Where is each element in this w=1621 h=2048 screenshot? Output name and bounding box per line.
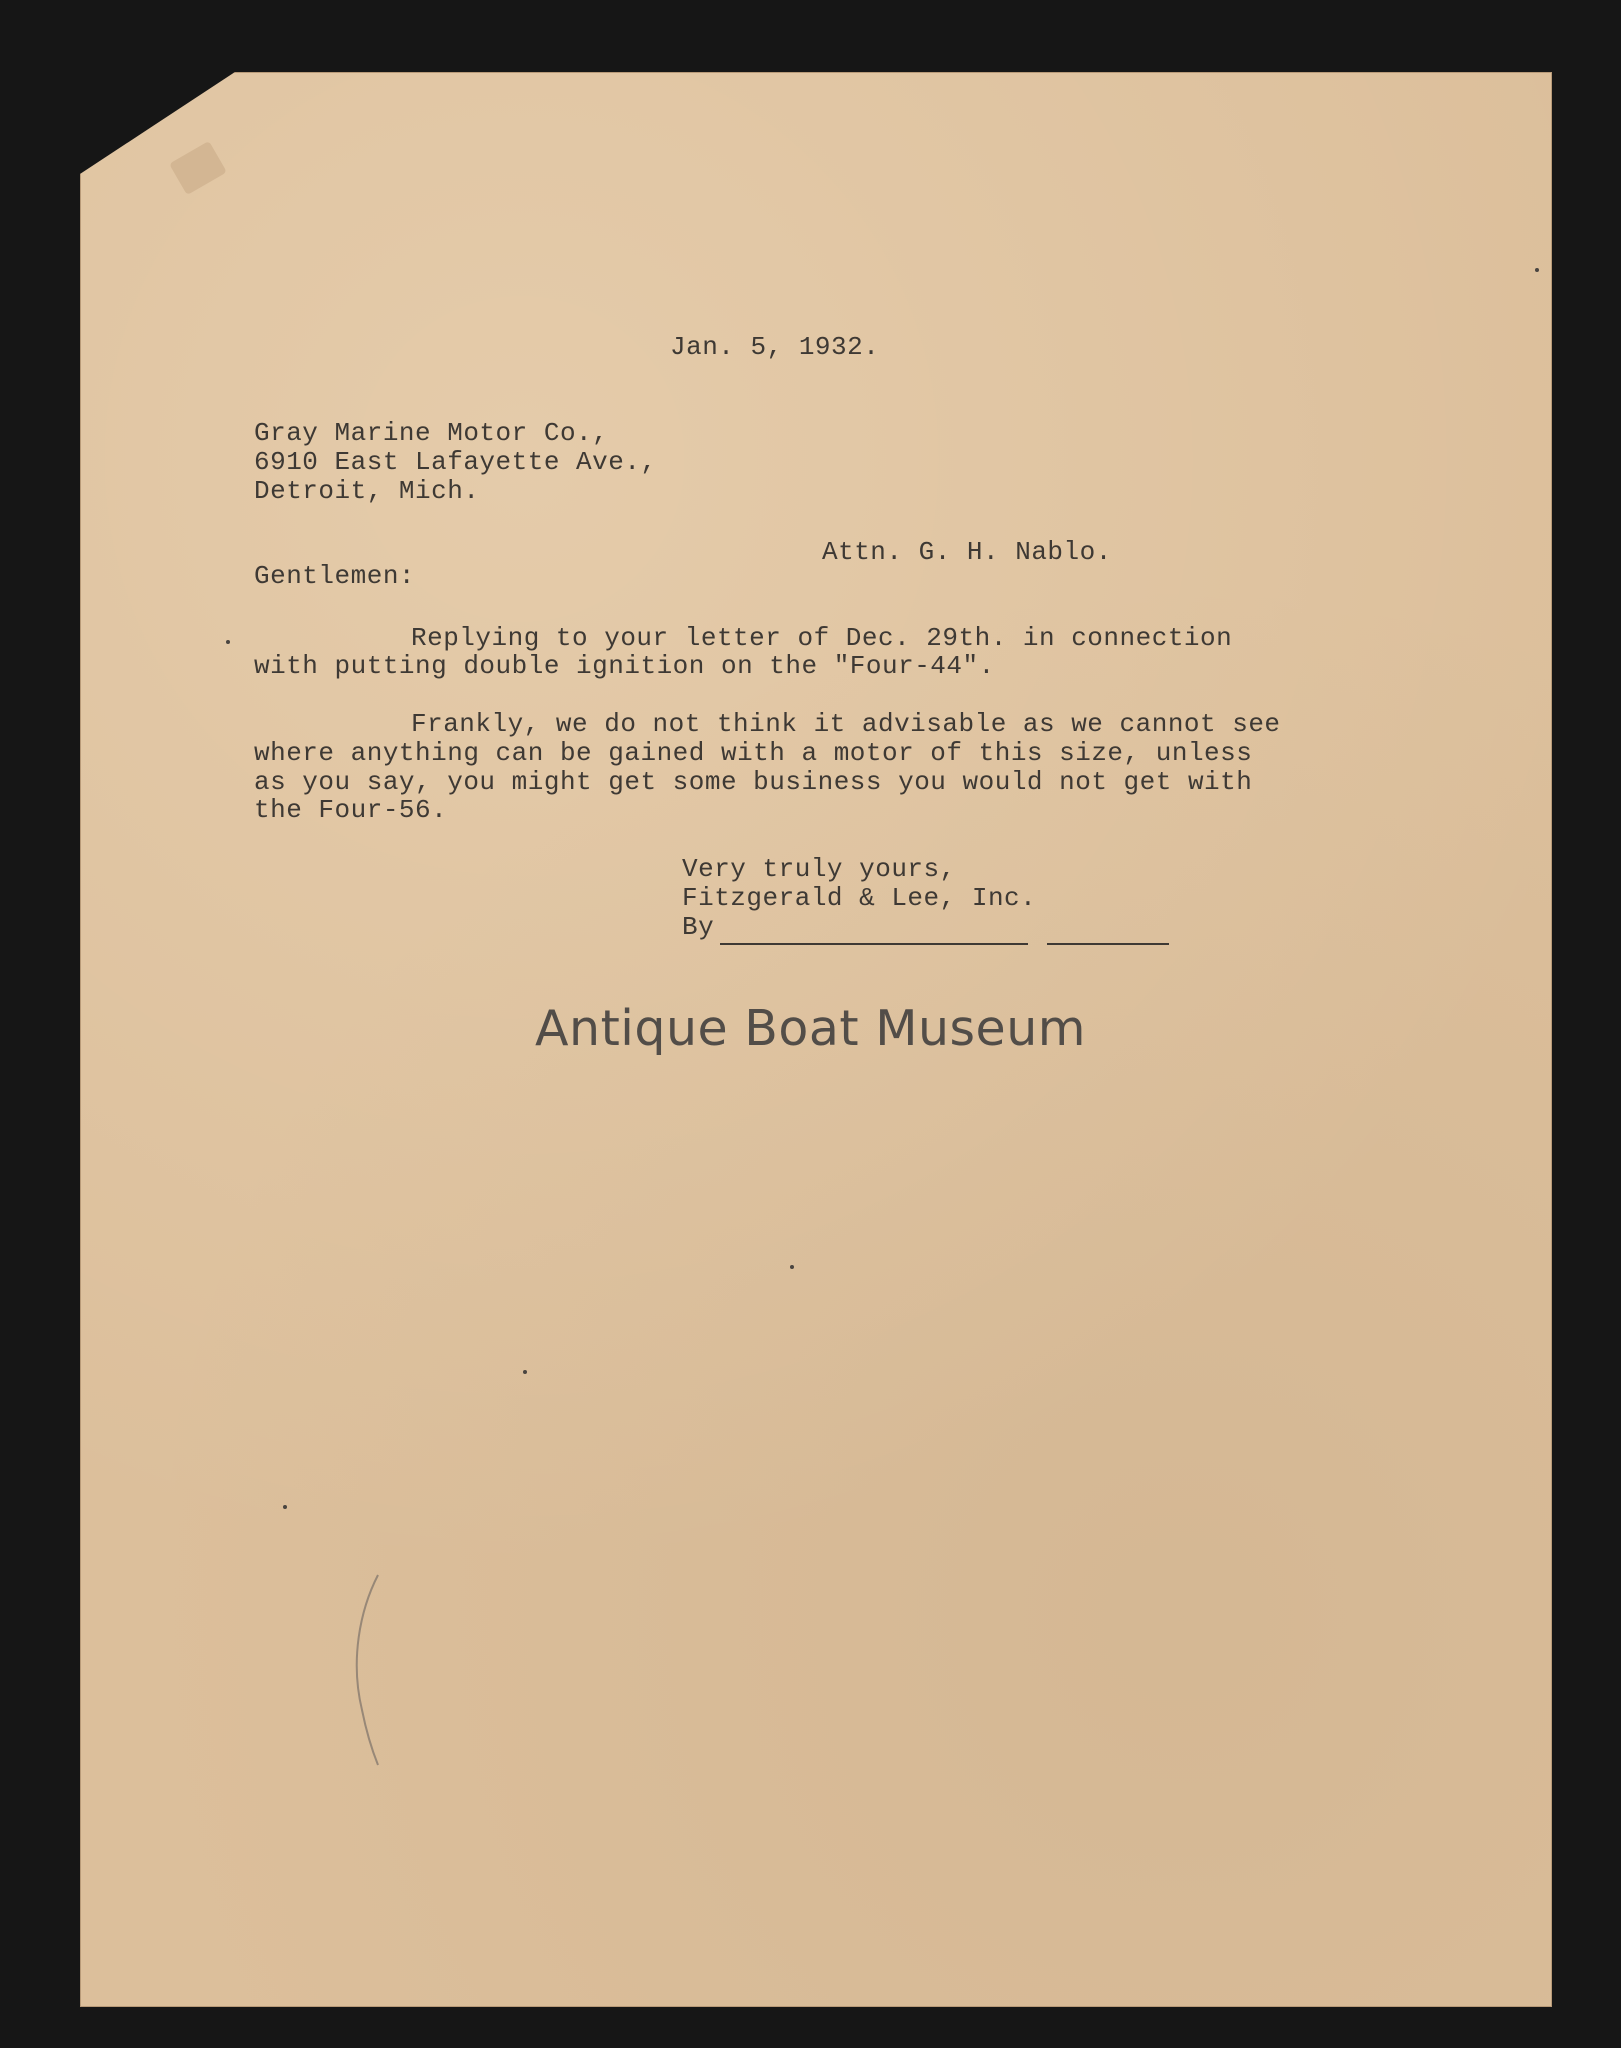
paper-speck bbox=[1535, 268, 1539, 272]
museum-watermark: Antique Boat Museum bbox=[535, 1000, 1086, 1057]
attention-line: Attn. G. H. Nablo. bbox=[822, 537, 1112, 567]
paragraph-2-line-1: Frankly, we do not think it advisable as we cannot see bbox=[411, 709, 1281, 739]
recipient-street: 6910 East Lafayette Ave., bbox=[254, 447, 657, 477]
paper-speck bbox=[226, 640, 230, 644]
paper-speck bbox=[283, 1505, 287, 1509]
paragraph-2-line-2: where anything can be gained with a motor of this size, unless bbox=[254, 738, 1253, 768]
paper-speck bbox=[790, 1265, 794, 1269]
paragraph-1-line-1: Replying to your letter of Dec. 29th. in connection bbox=[411, 623, 1233, 653]
signature-line-extension bbox=[1047, 943, 1169, 945]
recipient-name: Gray Marine Motor Co., bbox=[254, 418, 609, 448]
signature-line bbox=[720, 943, 1028, 945]
closing-line: Very truly yours, bbox=[682, 854, 956, 884]
by-label: By bbox=[682, 912, 715, 942]
company-signature: Fitzgerald & Lee, Inc. bbox=[682, 883, 1037, 913]
recipient-city: Detroit, Mich. bbox=[254, 476, 480, 506]
paper-speck bbox=[523, 1370, 527, 1374]
salutation: Gentlemen: bbox=[254, 561, 416, 591]
pencil-mark bbox=[350, 1570, 390, 1770]
paragraph-2-line-4: the Four-56. bbox=[254, 795, 448, 825]
paragraph-2-line-3: as you say, you might get some business you would not get with bbox=[254, 767, 1253, 797]
letter-date: Jan. 5, 1932. bbox=[670, 332, 880, 362]
paragraph-1-line-2: with putting double ignition on the "Four-44". bbox=[254, 651, 995, 681]
